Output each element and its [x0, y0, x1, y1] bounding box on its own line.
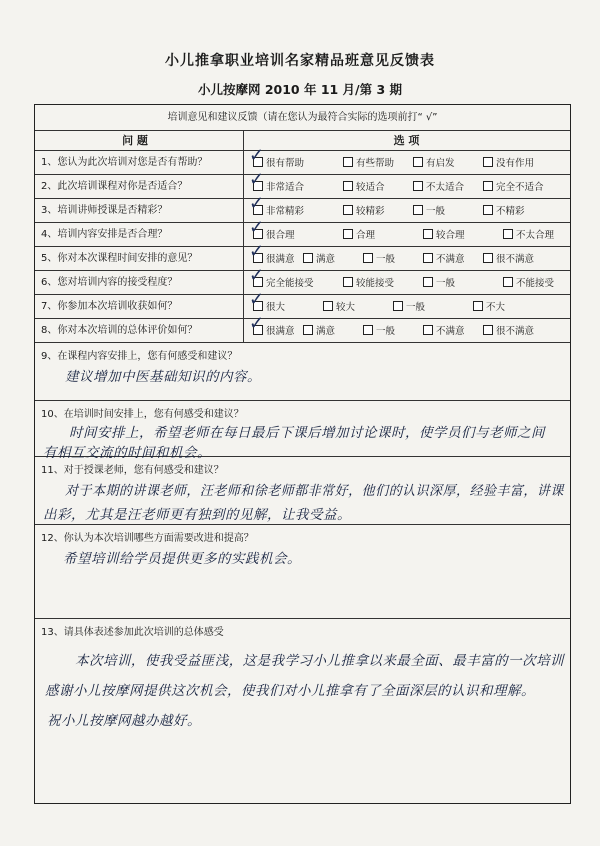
handwritten-answer-line[interactable]: 有相互交流的时间和机会。	[43, 445, 211, 461]
open-question-label: 11、对于授课老师，您有何感受和建议？	[41, 465, 224, 476]
option[interactable]	[503, 277, 554, 290]
check-mark-icon: ✓	[249, 241, 265, 262]
handwritten-answer-line[interactable]: 时间安排上，希望老师在每日最后下课后增加讨论课时，使学员们与老师之间	[69, 425, 545, 441]
option-label: 不太适合	[426, 182, 465, 193]
checkbox[interactable]	[413, 181, 423, 191]
option-label: 较大	[336, 302, 356, 313]
handwritten-answer-line[interactable]: 本次培训，使我受益匪浅，这是我学习小儿推拿以来最全面、最丰富的一次培训	[75, 653, 565, 669]
handwritten-answer-line[interactable]: 感谢小儿按摩网提供这次机会，使我们对小儿推拿有了全面深层的认识和理解。	[45, 683, 535, 699]
question-label: 7、你参加本次培训收获如何？	[41, 301, 178, 312]
option-label: 一般	[436, 278, 456, 289]
option-label: 完全能接受	[266, 278, 314, 289]
option[interactable]	[393, 301, 425, 314]
option[interactable]	[423, 277, 455, 290]
option-label: 不太合理	[516, 230, 555, 241]
option-label: 很合理	[266, 230, 295, 241]
check-mark-icon: ✓	[249, 265, 265, 286]
option-label: 满意	[316, 254, 336, 265]
option[interactable]	[303, 253, 335, 266]
check-mark-icon: ✓	[249, 289, 265, 310]
check-mark-icon: ✓	[249, 145, 265, 166]
checkbox[interactable]	[253, 325, 263, 335]
page-subtitle: 小儿按摩网 2010 年 11 月/第 3 期	[197, 82, 403, 97]
checkbox[interactable]	[423, 325, 433, 335]
handwritten-answer-line[interactable]: 对于本期的讲课老师，汪老师和徐老师都非常好，他们的认识深厚，经验丰富，讲课	[65, 483, 564, 499]
option-label: 较适合	[356, 182, 385, 193]
open-question-block	[35, 525, 570, 619]
check-mark-icon: ✓	[249, 193, 265, 214]
checkbox[interactable]	[483, 181, 493, 191]
option[interactable]	[423, 253, 465, 266]
checkbox[interactable]	[503, 277, 513, 287]
question-label: 1、您认为此次培训对您是否有帮助？	[41, 157, 208, 168]
option[interactable]	[249, 193, 305, 218]
option-label: 一般	[376, 254, 396, 265]
option-label: 较精彩	[356, 206, 385, 217]
question-row	[35, 193, 570, 223]
option-label: 较能接受	[356, 278, 395, 289]
checkbox[interactable]	[483, 157, 493, 167]
checkbox[interactable]	[253, 181, 263, 191]
option[interactable]	[483, 325, 534, 338]
option-label: 完全不适合	[496, 182, 544, 193]
checkbox[interactable]	[253, 253, 263, 263]
open-question-label: 13、请具体表述参加此次培训的总体感受	[41, 627, 224, 638]
option[interactable]	[249, 265, 314, 290]
option[interactable]	[483, 205, 525, 218]
option[interactable]	[483, 253, 534, 266]
question-label: 6、您对培训内容的接受程度？	[41, 277, 178, 288]
option[interactable]	[363, 253, 395, 266]
option[interactable]	[249, 289, 286, 314]
question-column-header: 问 题	[122, 134, 148, 147]
checkbox[interactable]	[343, 205, 353, 215]
question-row	[35, 145, 570, 175]
option[interactable]	[249, 169, 305, 194]
question-row	[35, 217, 570, 247]
option[interactable]	[323, 301, 355, 314]
option[interactable]	[343, 229, 375, 242]
handwritten-answer-line[interactable]: 希望培训给学员提供更多的实践机会。	[63, 551, 301, 567]
option-label: 很满意	[266, 326, 295, 337]
open-question-label: 12、你认为本次培训哪些方面需要改进和提高？	[41, 533, 254, 544]
checkbox[interactable]	[323, 301, 333, 311]
option[interactable]	[249, 313, 295, 338]
option-label: 不满意	[436, 326, 465, 337]
checkbox[interactable]	[343, 229, 353, 239]
question-label: 4、培训内容安排是否合理？	[41, 229, 168, 240]
checkbox[interactable]	[343, 181, 353, 191]
checkbox[interactable]	[253, 205, 263, 215]
handwritten-answer-line[interactable]: 出彩，尤其是汪老师更有独到的见解，让我受益。	[43, 507, 351, 523]
open-question-block	[35, 457, 570, 525]
option[interactable]	[473, 301, 505, 314]
option-label: 不精彩	[496, 206, 525, 217]
checkbox[interactable]	[423, 253, 433, 263]
open-question-block	[35, 619, 570, 805]
option[interactable]	[343, 277, 394, 290]
check-mark-icon: ✓	[249, 217, 265, 238]
option-label: 很满意	[266, 254, 295, 265]
option[interactable]	[413, 157, 455, 170]
question-label: 2、此次培训课程对你是否适合？	[41, 181, 188, 192]
checkbox[interactable]	[483, 253, 493, 263]
form-instructions: 培训意见和建议反馈（请在您认为最符合实际的选项前打“ √”	[35, 105, 570, 131]
option-label: 很大	[266, 302, 286, 313]
question-row	[35, 169, 570, 199]
option-label: 很有帮助	[266, 158, 305, 169]
question-label: 3、培训讲师授课是否精彩？	[41, 205, 168, 216]
option[interactable]	[413, 181, 464, 194]
checkbox[interactable]	[343, 277, 353, 287]
checkbox[interactable]	[413, 157, 423, 167]
option-label: 没有作用	[496, 158, 535, 169]
option-label: 一般	[406, 302, 426, 313]
option[interactable]	[483, 157, 534, 170]
option[interactable]	[503, 229, 554, 242]
option-label: 不大	[486, 302, 506, 313]
checkbox[interactable]	[363, 253, 373, 263]
checkbox[interactable]	[473, 301, 483, 311]
checkbox[interactable]	[483, 325, 493, 335]
option[interactable]	[249, 217, 295, 242]
checkbox[interactable]	[423, 277, 433, 287]
option[interactable]	[343, 181, 385, 194]
checkbox[interactable]	[503, 229, 513, 239]
question-label: 5、你对本次课程时间安排的意见？	[41, 253, 198, 264]
check-mark-icon: ✓	[249, 313, 265, 334]
checkbox[interactable]	[253, 277, 263, 287]
question-row	[35, 265, 570, 295]
option-label: 有启发	[426, 158, 455, 169]
option-label: 非常适合	[266, 182, 305, 193]
feedback-form	[34, 104, 571, 804]
handwritten-answer-line[interactable]: 建议增加中医基础知识的内容。	[65, 369, 261, 385]
option[interactable]	[413, 205, 445, 218]
option-label: 一般	[376, 326, 396, 337]
option-label: 不能接受	[516, 278, 555, 289]
option[interactable]	[249, 241, 295, 266]
option[interactable]	[423, 229, 465, 242]
checkbox[interactable]	[413, 205, 423, 215]
check-mark-icon: ✓	[249, 169, 265, 190]
checkbox[interactable]	[363, 325, 373, 335]
checkbox[interactable]	[303, 253, 313, 263]
checkbox[interactable]	[253, 301, 263, 311]
handwritten-answer-line[interactable]: 祝小儿按摩网越办越好。	[47, 713, 201, 729]
question-row	[35, 241, 570, 271]
open-question-label: 10、在培训时间安排上，您有何感受和建议？	[41, 409, 244, 420]
option[interactable]	[303, 325, 335, 338]
option[interactable]	[249, 145, 305, 170]
options-column-header: 选 项	[393, 134, 420, 147]
option-label: 较合理	[436, 230, 465, 241]
option-label: 满意	[316, 326, 336, 337]
checkbox[interactable]	[423, 229, 433, 239]
option-label: 有些帮助	[356, 158, 395, 169]
open-question-label: 9、在课程内容安排上，您有何感受和建议？	[41, 351, 238, 362]
checkbox[interactable]	[253, 157, 263, 167]
checkbox[interactable]	[303, 325, 313, 335]
checkbox[interactable]	[393, 301, 403, 311]
question-row	[35, 313, 570, 343]
option[interactable]	[343, 205, 385, 218]
page-title: 小儿推拿职业培训名家精品班意见反馈表	[165, 53, 435, 69]
option-label: 不满意	[436, 254, 465, 265]
open-question-block	[35, 343, 570, 401]
option[interactable]	[343, 157, 394, 170]
option-label: 合理	[356, 230, 376, 241]
checkbox[interactable]	[343, 157, 353, 167]
option-label: 很不满意	[496, 254, 535, 265]
table-header	[35, 131, 570, 151]
open-question-block	[35, 401, 570, 461]
question-label: 8、你对本次培训的总体评价如何？	[41, 325, 198, 336]
option[interactable]	[483, 181, 544, 194]
question-row	[35, 289, 570, 319]
checkbox[interactable]	[483, 205, 493, 215]
option-label: 很不满意	[496, 326, 535, 337]
option-label: 一般	[426, 206, 446, 217]
checkbox[interactable]	[253, 229, 263, 239]
option-label: 非常精彩	[266, 206, 305, 217]
option[interactable]	[363, 325, 395, 338]
option[interactable]	[423, 325, 465, 338]
